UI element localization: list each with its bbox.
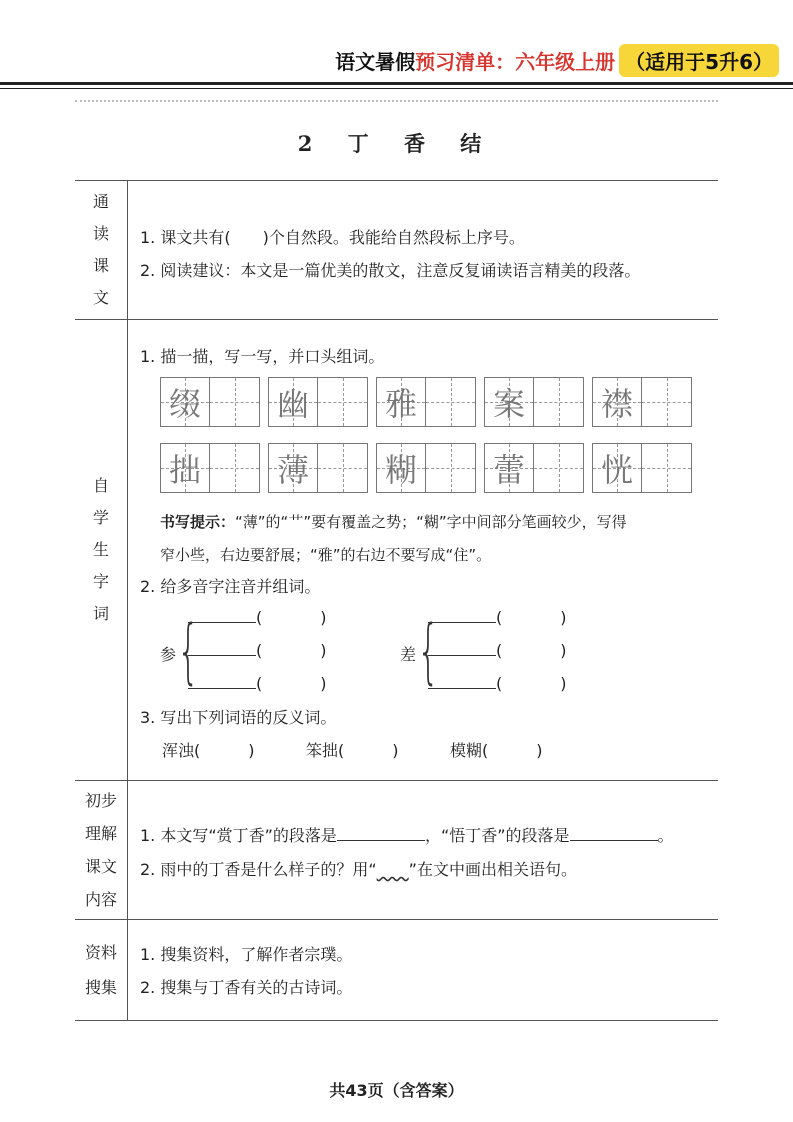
worksheet-table [75, 180, 718, 1021]
write-box[interactable] [642, 377, 692, 427]
label-char: 字 [92, 572, 109, 591]
pinyin-blank[interactable] [428, 622, 496, 623]
dotted-divider [75, 100, 718, 102]
write-box[interactable] [534, 443, 584, 493]
label-char: 通 [92, 192, 109, 211]
wavy-line-icon [377, 860, 409, 879]
paragraph-question: 1. 本文写“赏丁香”的段落是 ，“悟丁香”的段落是 。 [140, 826, 674, 845]
char-grid-row-1 [160, 377, 692, 429]
pinyin-blank[interactable] [188, 655, 256, 656]
hint-text: “薄”的“艹”要有覆盖之势；“糊”字中间部分笔画较少，写得 [235, 513, 627, 531]
pinyin-blank[interactable] [188, 688, 256, 689]
section-read [75, 181, 718, 320]
trace-char: 拙 [168, 451, 201, 489]
pinyin-row: ( ) [188, 674, 327, 693]
trace-char: 缀 [168, 385, 201, 423]
write-box[interactable] [210, 443, 260, 493]
antonym-2[interactable]: 笨拙( ) [306, 741, 399, 760]
hint-label: 书写提示： [160, 513, 236, 531]
reading-advice: 2. 阅读建议：本文是一篇优美的散文，注意反复诵读语言精美的段落。 [140, 261, 641, 280]
header-grade: 预习清单：六年级上册 [415, 49, 616, 74]
trace-char: 糊 [384, 451, 417, 489]
label-char: 读 [92, 224, 109, 243]
write-box[interactable] [426, 443, 476, 493]
write-box[interactable] [318, 443, 368, 493]
section-label [75, 920, 128, 1020]
trace-char: 雅 [384, 385, 417, 423]
research-item-1: 1. 搜集资料，了解作者宗璞。 [140, 945, 353, 964]
pinyin-blank[interactable] [188, 622, 256, 623]
section-understand [75, 781, 718, 920]
trace-char: 襟 [600, 385, 633, 423]
pinyin-blank[interactable] [428, 688, 496, 689]
research-item-2: 2. 搜集与丁香有关的古诗词。 [140, 978, 353, 997]
header-tag: （适用于5升6） [619, 44, 779, 77]
trace-char: 薄 [276, 451, 309, 489]
write-box[interactable] [426, 377, 476, 427]
section-research [75, 920, 718, 1021]
write-box[interactable] [534, 377, 584, 427]
antonym-3[interactable]: 模糊( ) [450, 741, 543, 760]
paragraph-count-question: 1. 课文共有( )个自然段。我能给自然段标上序号。 [140, 228, 525, 247]
label-text: 理解 [84, 824, 117, 843]
trace-char: 恍 [600, 451, 633, 489]
label-text: 初步 [84, 791, 117, 810]
section-label [75, 320, 128, 780]
pinyin-row: ( ) [428, 608, 567, 627]
pinyin-row: ( ) [428, 674, 567, 693]
label-text: 内容 [84, 890, 117, 909]
page-footer: 共43页（含答案） [329, 1081, 464, 1100]
polyphone-instruction: 2. 给多音字注音并组词。 [140, 577, 321, 596]
label-char: 生 [92, 540, 109, 559]
header-prefix: 语文暑假 [335, 49, 416, 74]
trace-instruction: 1. 描一描，写一写，并口头组词。 [140, 347, 385, 366]
label-char: 自 [92, 476, 109, 495]
label-char: 文 [92, 288, 109, 307]
char-grid-row-2 [160, 443, 692, 495]
brace-icon: { [177, 610, 200, 692]
polyphone-char: 参 [160, 645, 177, 664]
trace-char: 案 [492, 385, 525, 423]
write-box[interactable] [318, 377, 368, 427]
label-char: 学 [92, 508, 109, 527]
section-label [75, 181, 128, 319]
polyphone-cha [400, 606, 600, 706]
label-text: 搜集 [84, 978, 117, 997]
pinyin-row: ( ) [428, 641, 567, 660]
trace-char: 蕾 [492, 451, 525, 489]
section-label [75, 781, 128, 919]
section-vocab [75, 320, 718, 781]
antonym-1[interactable]: 浑浊( ) [162, 741, 255, 760]
rain-question: 2. 雨中的丁香是什么样子的？用“ ”在文中画出相关语句。 [140, 860, 577, 879]
answer-blank[interactable] [337, 840, 425, 841]
label-text: 资料 [84, 943, 117, 962]
label-char: 词 [92, 604, 109, 623]
polyphone-char: 差 [400, 645, 417, 664]
pinyin-row: ( ) [188, 641, 327, 660]
writing-hint [160, 511, 627, 532]
header [335, 44, 779, 76]
answer-blank[interactable] [570, 840, 658, 841]
antonym-instruction: 3. 写出下列词语的反义词。 [140, 708, 337, 727]
label-char: 课 [92, 256, 109, 275]
header-rule [0, 82, 793, 85]
pinyin-blank[interactable] [428, 655, 496, 656]
write-box[interactable] [642, 443, 692, 493]
write-box[interactable] [210, 377, 260, 427]
trace-char: 幽 [276, 385, 309, 423]
pinyin-row: ( ) [188, 608, 327, 627]
brace-icon: { [417, 610, 440, 692]
header-rule-thin [0, 88, 793, 89]
label-text: 课文 [84, 857, 117, 876]
lesson-title: 2 丁 香 结 [297, 131, 496, 156]
hint-text-2: 窄小些，右边要舒展；“雅”的右边不要写成“住”。 [160, 546, 492, 564]
